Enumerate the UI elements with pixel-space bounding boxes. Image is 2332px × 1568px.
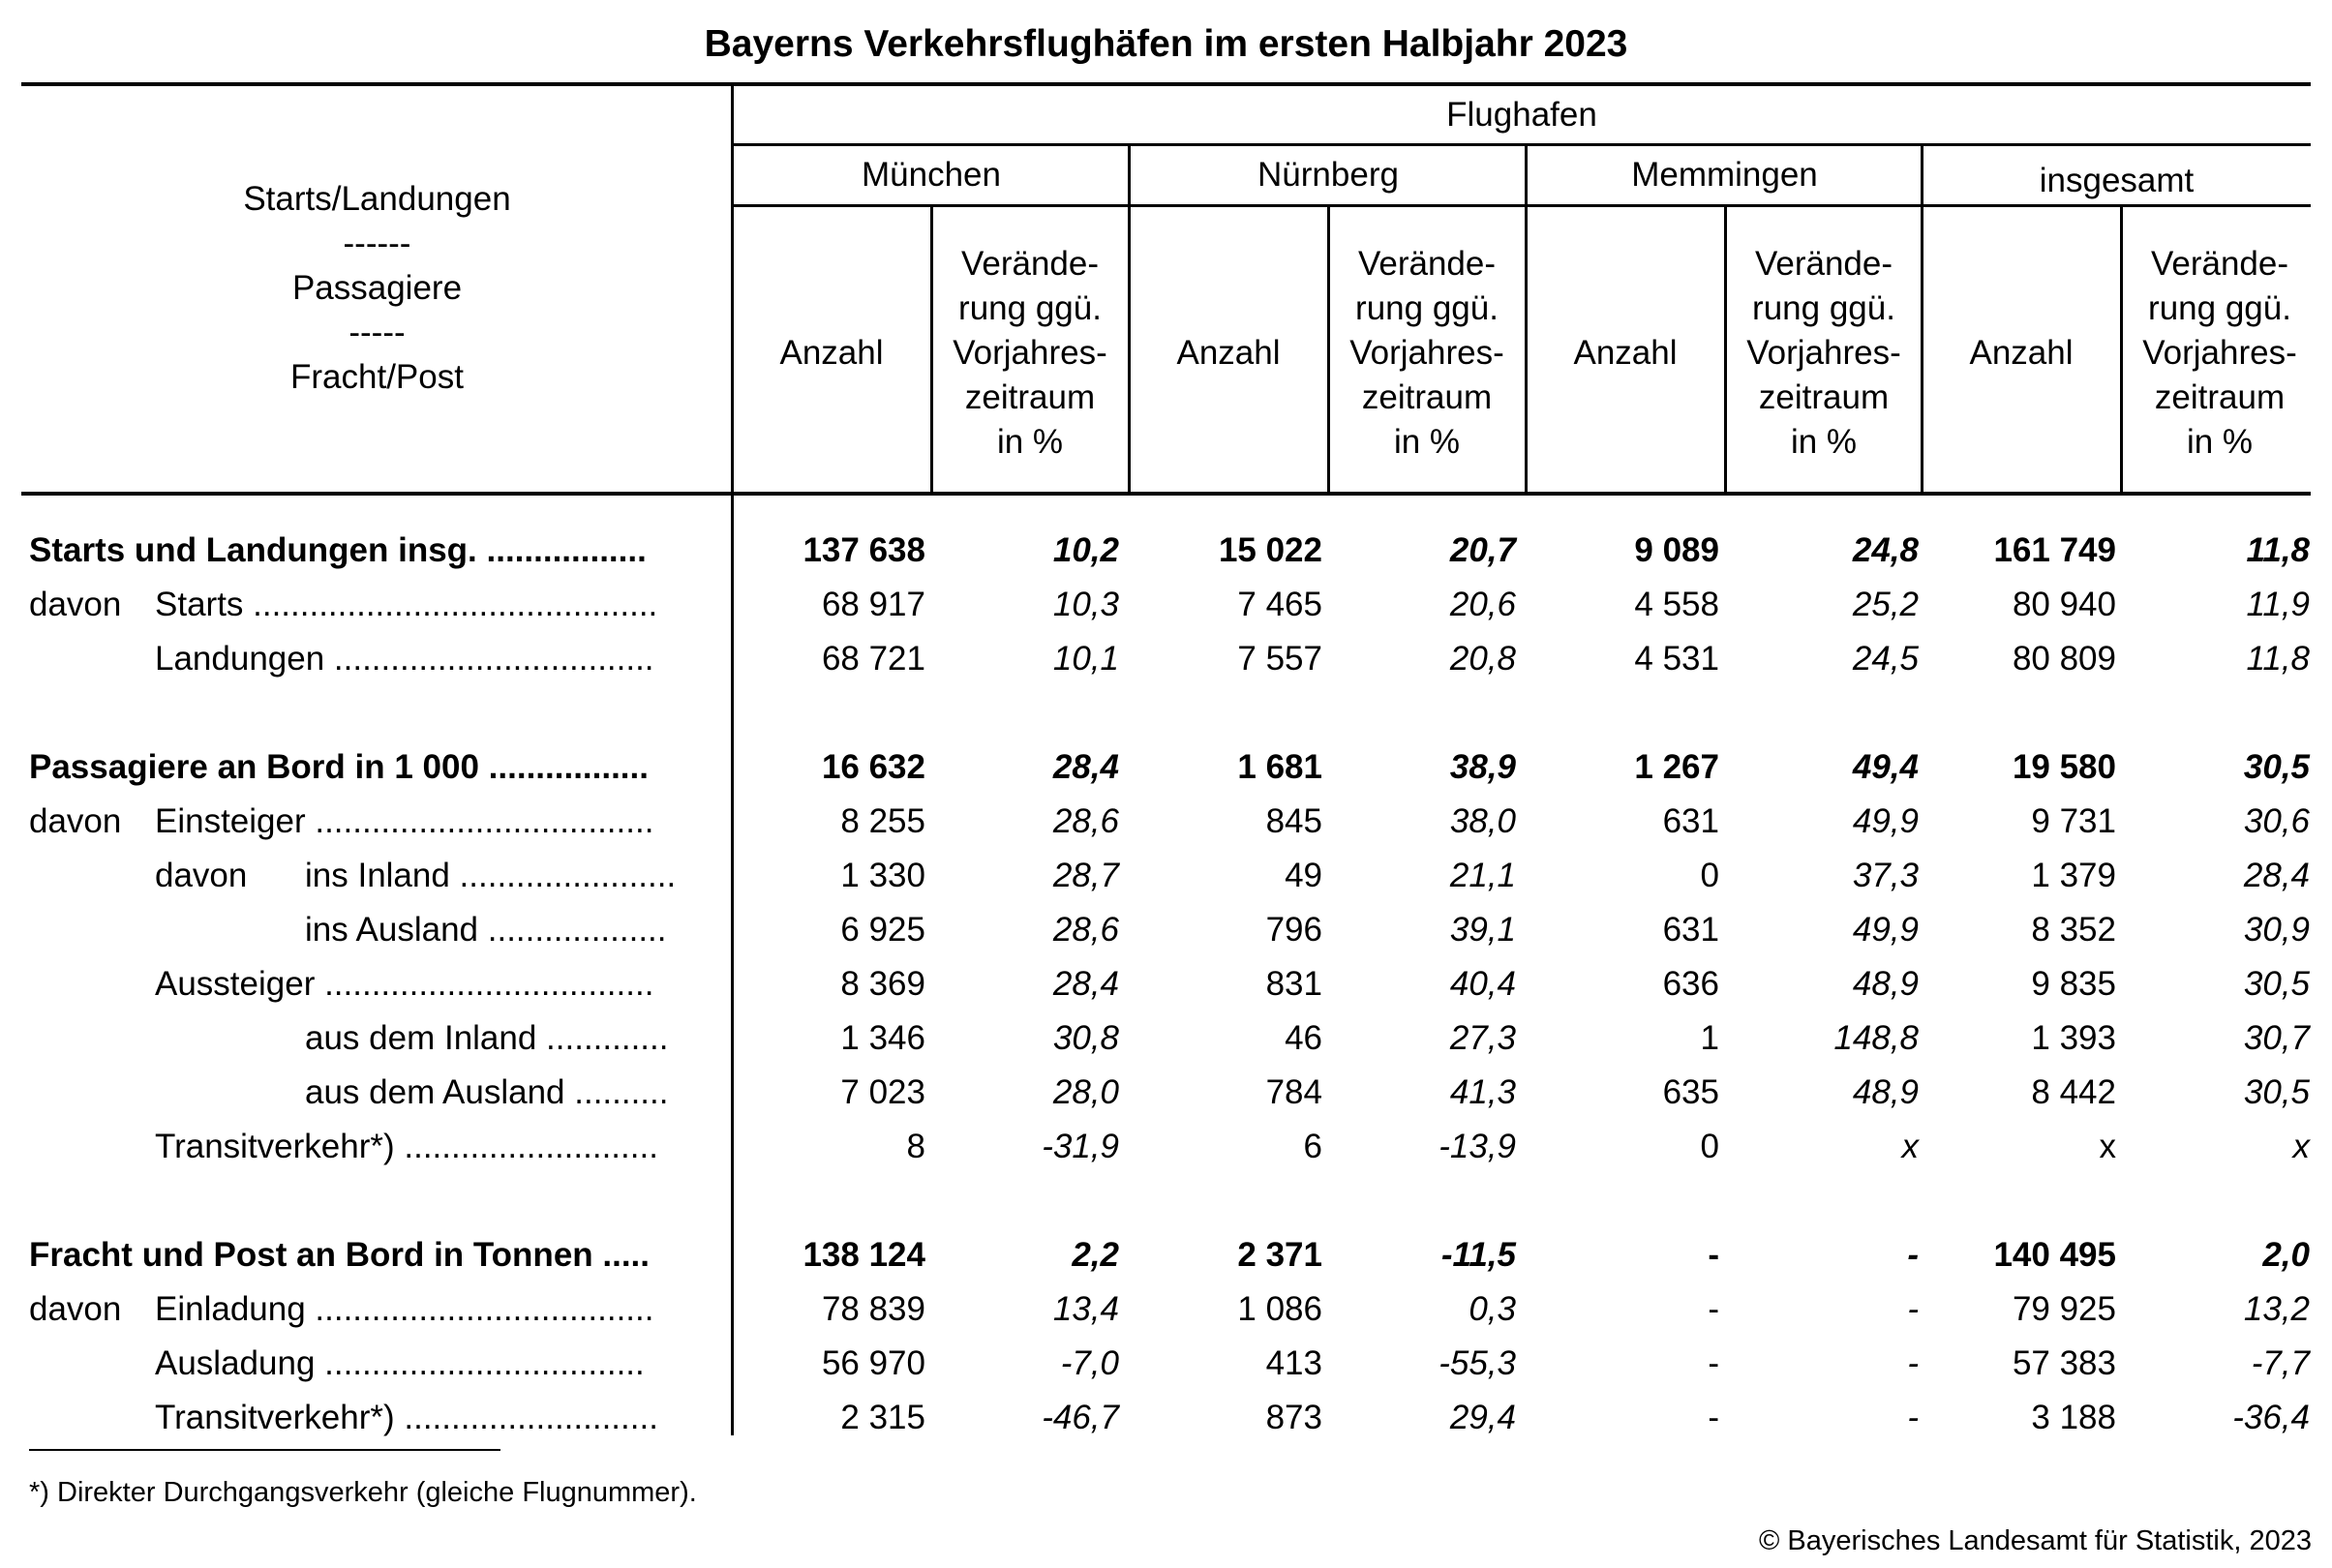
cell-change-percent: - bbox=[1907, 1290, 1919, 1328]
col-header-veraenderung: rung ggü. bbox=[2148, 289, 2291, 327]
cell-change-percent: -13,9 bbox=[1439, 1128, 1516, 1165]
cell-change-percent: 49,4 bbox=[1852, 748, 1919, 786]
cell-count: 1 393 bbox=[2031, 1019, 2116, 1057]
cell-count: 831 bbox=[1265, 965, 1322, 1003]
cell-count: x bbox=[2099, 1128, 2116, 1165]
header-bottom-rule bbox=[21, 492, 2311, 496]
row-label: Starts und Landungen insg. ................. bbox=[29, 531, 647, 569]
col-header-veraenderung: in % bbox=[1790, 423, 1858, 461]
cell-change-percent: 10,2 bbox=[1052, 531, 1119, 569]
row-label: Transitverkehr*) ........................... bbox=[155, 1128, 658, 1165]
cell-change-percent: 10,1 bbox=[1052, 640, 1119, 678]
cell-count: - bbox=[1708, 1399, 1719, 1436]
cell-count: 80 940 bbox=[2012, 586, 2116, 623]
cell-count: 796 bbox=[1265, 911, 1322, 949]
row-prefix: davon bbox=[29, 802, 122, 840]
cell-change-percent: x bbox=[1901, 1128, 1919, 1165]
cell-change-percent: 41,3 bbox=[1449, 1073, 1516, 1111]
cell-count: 9 835 bbox=[2031, 965, 2116, 1003]
cell-change-percent: 21,1 bbox=[1449, 857, 1516, 894]
copyright: © Bayerisches Landesamt für Statistik, 2023 bbox=[1758, 1525, 2312, 1556]
airport-header-nuernberg: Nürnberg bbox=[1257, 156, 1399, 194]
col-header-veraenderung: zeitraum bbox=[1361, 378, 1493, 416]
cell-change-percent: 48,9 bbox=[1852, 965, 1919, 1003]
col-header-veraenderung: Vorjahres- bbox=[1746, 334, 1901, 372]
cell-change-percent: 2,2 bbox=[1072, 1236, 1119, 1274]
row-label: Einsteiger .................................... bbox=[155, 802, 654, 840]
row-label: ins Ausland ................... bbox=[305, 911, 667, 949]
airport-rule bbox=[733, 204, 2311, 207]
cell-change-percent: 40,4 bbox=[1449, 965, 1516, 1003]
footnote: *) Direkter Durchgangsverkehr (gleiche Flugnummer). bbox=[29, 1477, 697, 1508]
cell-count: 80 809 bbox=[2012, 640, 2116, 678]
cell-change-percent: 11,9 bbox=[2246, 586, 2310, 623]
cell-count: 1 330 bbox=[840, 857, 925, 894]
cell-change-percent: 28,4 bbox=[2243, 857, 2310, 894]
col-header-veraenderung: rung ggü. bbox=[1752, 289, 1895, 327]
cell-count: 56 970 bbox=[821, 1344, 925, 1382]
cell-count: 0 bbox=[1700, 857, 1719, 894]
cell-change-percent: -46,7 bbox=[1042, 1399, 1119, 1436]
cell-change-percent: 28,0 bbox=[1052, 1073, 1119, 1111]
col-header-veraenderung: rung ggü. bbox=[1355, 289, 1499, 327]
cell-change-percent: -7,0 bbox=[1060, 1344, 1119, 1382]
col-header-veraenderung: Verände- bbox=[960, 245, 1100, 283]
cell-change-percent: - bbox=[1907, 1344, 1919, 1382]
row-prefix: davon bbox=[29, 586, 122, 623]
cell-change-percent: 37,3 bbox=[1852, 857, 1919, 894]
cell-count: 7 023 bbox=[840, 1073, 925, 1111]
col-header-veraenderung: rung ggü. bbox=[958, 289, 1102, 327]
cell-change-percent: x bbox=[2292, 1128, 2310, 1165]
stub-header-line: ----- bbox=[348, 314, 406, 351]
cell-change-percent: -31,9 bbox=[1042, 1128, 1119, 1165]
cell-count: 1 267 bbox=[1634, 748, 1719, 786]
row-label: Transitverkehr*) ........................... bbox=[155, 1399, 658, 1436]
cell-change-percent: 30,6 bbox=[2243, 802, 2310, 840]
cell-count: 8 255 bbox=[840, 802, 925, 840]
cell-count: 137 638 bbox=[803, 531, 925, 569]
cell-change-percent: - bbox=[1907, 1399, 1919, 1436]
cell-change-percent: 49,9 bbox=[1852, 802, 1919, 840]
cell-count: 845 bbox=[1265, 802, 1322, 840]
cell-change-percent: 13,4 bbox=[1052, 1290, 1119, 1328]
cell-count: 161 749 bbox=[1993, 531, 2116, 569]
row-label: Einladung .................................... bbox=[155, 1290, 654, 1328]
row-label: Starts ........................................... bbox=[155, 586, 658, 623]
cell-change-percent: 13,2 bbox=[2243, 1290, 2310, 1328]
cell-change-percent: 49,9 bbox=[1852, 911, 1919, 949]
cell-count: 635 bbox=[1662, 1073, 1719, 1111]
cell-change-percent: 30,5 bbox=[2243, 1073, 2310, 1111]
stub-header-line: Passagiere bbox=[291, 269, 463, 307]
col-header-veraenderung: Verände- bbox=[1357, 245, 1497, 283]
cell-change-percent: 2,0 bbox=[2262, 1236, 2310, 1274]
cell-count: 9 089 bbox=[1634, 531, 1719, 569]
cell-count: 1 379 bbox=[2031, 857, 2116, 894]
cell-change-percent: 28,7 bbox=[1052, 857, 1119, 894]
cell-change-percent: 30,5 bbox=[2243, 965, 2310, 1003]
cell-change-percent: 11,8 bbox=[2246, 531, 2310, 569]
cell-count: 784 bbox=[1265, 1073, 1322, 1111]
cell-count: 140 495 bbox=[1993, 1236, 2116, 1274]
cell-count: 8 442 bbox=[2031, 1073, 2116, 1111]
table-title: Bayerns Verkehrsflughäfen im ersten Halbjahr 2023 bbox=[704, 23, 1628, 65]
cell-count: 2 371 bbox=[1237, 1236, 1322, 1274]
stub-header-line: Fracht/Post bbox=[290, 358, 464, 396]
col-header-anzahl: Anzahl bbox=[1969, 334, 2074, 372]
airport-header-muenchen: München bbox=[862, 156, 1001, 194]
cell-count: 8 bbox=[906, 1128, 925, 1165]
cell-count: - bbox=[1708, 1290, 1719, 1328]
col-header-anzahl: Anzahl bbox=[779, 334, 884, 372]
cell-count: - bbox=[1708, 1236, 1719, 1274]
cell-change-percent: 24,5 bbox=[1852, 640, 1919, 678]
airport-header-insgesamt: insgesamt bbox=[2039, 162, 2195, 199]
col-header-veraenderung: Vorjahres- bbox=[2142, 334, 2297, 372]
cell-change-percent: -55,3 bbox=[1439, 1344, 1516, 1382]
cell-change-percent: 27,3 bbox=[1449, 1019, 1516, 1057]
cell-count: - bbox=[1708, 1344, 1719, 1382]
row-label: Ausladung .................................. bbox=[155, 1344, 645, 1382]
flughafen-header: Flughafen bbox=[1446, 96, 1597, 134]
cell-count: 16 632 bbox=[821, 748, 925, 786]
cell-count: 8 352 bbox=[2031, 911, 2116, 949]
cell-change-percent: -36,4 bbox=[2232, 1399, 2310, 1436]
col-header-veraenderung: zeitraum bbox=[1758, 378, 1890, 416]
cell-count: 2 315 bbox=[840, 1399, 925, 1436]
cell-count: 68 917 bbox=[821, 586, 925, 623]
cell-change-percent: 30,9 bbox=[2243, 911, 2310, 949]
cell-count: 138 124 bbox=[803, 1236, 925, 1274]
cell-change-percent: 29,4 bbox=[1449, 1399, 1516, 1436]
cell-change-percent: 148,8 bbox=[1833, 1019, 1919, 1057]
col-header-veraenderung: Verände- bbox=[1754, 245, 1893, 283]
cell-count: 4 531 bbox=[1634, 640, 1719, 678]
cell-change-percent: 11,8 bbox=[2246, 640, 2310, 678]
cell-change-percent: 20,7 bbox=[1449, 531, 1516, 569]
cell-count: 49 bbox=[1285, 857, 1322, 894]
col-header-veraenderung: Vorjahres- bbox=[953, 334, 1107, 372]
cell-change-percent: 25,2 bbox=[1852, 586, 1919, 623]
cell-count: 631 bbox=[1662, 911, 1719, 949]
cell-change-percent: 48,9 bbox=[1852, 1073, 1919, 1111]
cell-count: 7 465 bbox=[1237, 586, 1322, 623]
cell-count: 9 731 bbox=[2031, 802, 2116, 840]
col-header-veraenderung: zeitraum bbox=[2154, 378, 2286, 416]
cell-count: 78 839 bbox=[821, 1290, 925, 1328]
cell-count: 6 bbox=[1303, 1128, 1322, 1165]
cell-count: 79 925 bbox=[2012, 1290, 2116, 1328]
row-label: aus dem Ausland .......... bbox=[305, 1073, 669, 1111]
cell-change-percent: 28,4 bbox=[1052, 965, 1119, 1003]
cell-count: 68 721 bbox=[821, 640, 925, 678]
col-header-veraenderung: Verände- bbox=[2150, 245, 2289, 283]
airport-header-memmingen: Memmingen bbox=[1631, 156, 1818, 194]
flughafen-rule bbox=[733, 143, 2311, 146]
col-header-veraenderung: in % bbox=[2186, 423, 2254, 461]
cell-change-percent: 28,6 bbox=[1052, 802, 1119, 840]
cell-change-percent: 30,8 bbox=[1052, 1019, 1119, 1057]
cell-change-percent: 39,1 bbox=[1449, 911, 1516, 949]
cell-change-percent: - bbox=[1907, 1236, 1919, 1274]
footnote-rule bbox=[29, 1449, 500, 1451]
col-header-veraenderung: in % bbox=[1393, 423, 1461, 461]
cell-count: 8 369 bbox=[840, 965, 925, 1003]
row-label: aus dem Inland ............. bbox=[305, 1019, 669, 1057]
cell-change-percent: 28,4 bbox=[1052, 748, 1119, 786]
cell-count: 631 bbox=[1662, 802, 1719, 840]
col-header-veraenderung: Vorjahres- bbox=[1349, 334, 1504, 372]
stub-header-line: Starts/Landungen bbox=[243, 180, 511, 218]
cell-change-percent: -7,7 bbox=[2251, 1344, 2310, 1382]
col-header-anzahl: Anzahl bbox=[1573, 334, 1678, 372]
cell-change-percent: 20,6 bbox=[1449, 586, 1516, 623]
cell-count: 7 557 bbox=[1237, 640, 1322, 678]
cell-change-percent: 0,3 bbox=[1469, 1290, 1516, 1328]
cell-change-percent: -11,5 bbox=[1440, 1236, 1516, 1274]
cell-count: 19 580 bbox=[2012, 748, 2116, 786]
cell-count: 6 925 bbox=[840, 911, 925, 949]
cell-count: 413 bbox=[1265, 1344, 1322, 1382]
row-label: Fracht und Post an Bord in Tonnen ..... bbox=[29, 1236, 651, 1274]
cell-count: 1 bbox=[1700, 1019, 1719, 1057]
cell-count: 3 188 bbox=[2031, 1399, 2116, 1436]
cell-change-percent: 10,3 bbox=[1052, 586, 1119, 623]
row-prefix: davon bbox=[29, 1290, 122, 1328]
col-header-veraenderung: in % bbox=[996, 423, 1064, 461]
cell-count: 1 346 bbox=[840, 1019, 925, 1057]
col-header-anzahl: Anzahl bbox=[1176, 334, 1281, 372]
cell-count: 1 086 bbox=[1237, 1290, 1322, 1328]
cell-change-percent: 28,6 bbox=[1052, 911, 1119, 949]
cell-count: 4 558 bbox=[1634, 586, 1719, 623]
cell-change-percent: 38,0 bbox=[1449, 802, 1516, 840]
row-label: ins Inland ....................... bbox=[305, 857, 677, 894]
cell-count: 15 022 bbox=[1218, 531, 1322, 569]
cell-count: 636 bbox=[1662, 965, 1719, 1003]
cell-change-percent: 24,8 bbox=[1852, 531, 1919, 569]
top-rule bbox=[21, 82, 2311, 86]
col-divider bbox=[1128, 143, 1131, 494]
cell-change-percent: 38,9 bbox=[1449, 748, 1516, 786]
row-prefix: davon bbox=[155, 857, 248, 894]
row-label: Aussteiger ................................... bbox=[155, 965, 654, 1003]
cell-count: 873 bbox=[1265, 1399, 1322, 1436]
col-divider bbox=[1525, 143, 1528, 494]
cell-change-percent: 30,7 bbox=[2243, 1019, 2310, 1057]
cell-count: 0 bbox=[1700, 1128, 1719, 1165]
cell-change-percent: 20,8 bbox=[1449, 640, 1516, 678]
cell-change-percent: 30,5 bbox=[2243, 748, 2310, 786]
row-label: Passagiere an Bord in 1 000 ................. bbox=[29, 748, 649, 786]
col-header-veraenderung: zeitraum bbox=[964, 378, 1096, 416]
cell-count: 57 383 bbox=[2012, 1344, 2116, 1382]
stub-header-line: ------ bbox=[343, 225, 411, 262]
cell-count: 1 681 bbox=[1237, 748, 1322, 786]
row-label: Landungen .................................. bbox=[155, 640, 654, 678]
cell-count: 46 bbox=[1285, 1019, 1322, 1057]
